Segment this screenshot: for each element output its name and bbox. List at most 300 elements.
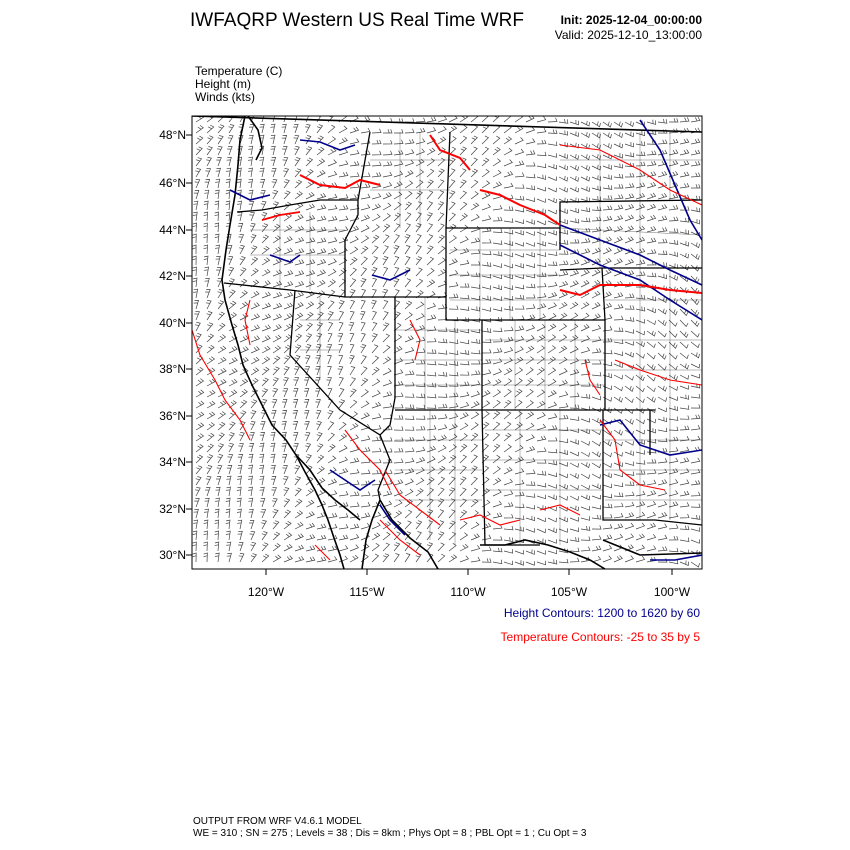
- wind-barb: [526, 264, 535, 268]
- wind-barb: [306, 260, 315, 266]
- wind-barb: [383, 554, 389, 562]
- wind-barb: [248, 476, 252, 485]
- wind-barb: [493, 307, 502, 311]
- wind-barb: [482, 558, 491, 562]
- wind-barb: [203, 542, 207, 551]
- wind-barb: [228, 454, 233, 463]
- wind-barb: [570, 208, 579, 213]
- wind-barb: [537, 273, 546, 277]
- wind-barb: [603, 504, 612, 508]
- wind-barb: [218, 323, 225, 331]
- wind-barb: [328, 456, 336, 463]
- wind-barb: [361, 447, 370, 452]
- wind-barb: [482, 328, 491, 332]
- wind-barb: [482, 262, 491, 266]
- wind-barb: [328, 227, 337, 232]
- wind-barb: [515, 336, 524, 342]
- wind-barb: [504, 160, 512, 167]
- wind-barb: [316, 355, 321, 364]
- wind-barb: [237, 509, 241, 518]
- wind-barb: [306, 192, 314, 199]
- wind-barb: [251, 314, 259, 320]
- wind-barb: [614, 513, 623, 518]
- wind-barb: [658, 342, 666, 348]
- wind-barb: [328, 479, 337, 485]
- wind-barb: [460, 544, 468, 551]
- wind-barb: [614, 473, 623, 477]
- wind-barb: [262, 235, 268, 243]
- wind-barb: [416, 138, 425, 144]
- wind-barb: [504, 230, 513, 234]
- wind-barb: [284, 356, 290, 364]
- valid-time: Valid: 2025-12-10_13:00:00: [554, 28, 702, 42]
- wind-barb: [262, 325, 270, 331]
- wind-barb: [372, 345, 378, 353]
- wind-barb: [295, 214, 303, 221]
- wind-barb: [394, 437, 403, 441]
- wind-barb: [647, 397, 656, 402]
- wind-barb: [284, 510, 290, 518]
- wind-barb: [204, 267, 208, 276]
- wind-barb: [328, 171, 337, 177]
- wind-barb: [548, 473, 557, 477]
- wind-barb: [238, 543, 243, 552]
- wind-barb: [449, 126, 457, 133]
- wind-barb: [207, 433, 214, 441]
- wind-barb: [251, 235, 256, 244]
- wind-barb: [559, 439, 568, 443]
- wind-barb: [614, 304, 623, 309]
- wind-barb: [460, 272, 469, 276]
- wind-barb: [226, 201, 230, 210]
- wind-barb: [317, 466, 324, 474]
- wind-barb: [471, 136, 477, 144]
- wind-barb: [559, 450, 568, 455]
- wind-barb: [204, 212, 208, 221]
- wind-barb: [350, 139, 359, 145]
- wind-barb: [250, 531, 255, 540]
- wind-barb: [372, 402, 381, 408]
- wind-barb: [691, 374, 700, 378]
- wind-barb: [526, 274, 535, 278]
- wind-barb: [504, 467, 512, 474]
- wind-barb: [471, 477, 477, 485]
- wind-barb: [603, 452, 612, 457]
- wind-barb: [636, 295, 645, 299]
- wind-barb: [216, 477, 221, 486]
- wind-barb: [625, 502, 634, 507]
- wind-barb: [271, 411, 276, 420]
- wind-barb: [493, 328, 502, 332]
- wind-barb: [526, 493, 535, 497]
- wind-barb: [405, 246, 410, 255]
- wind-barb: [251, 554, 256, 562]
- wind-barb: [449, 247, 457, 254]
- wind-barb: [482, 500, 490, 507]
- wind-barb: [226, 190, 230, 199]
- wind-barb: [548, 198, 557, 203]
- wind-barb: [284, 367, 289, 376]
- wind-barb: [305, 124, 310, 133]
- wind-barb: [559, 403, 568, 408]
- wind-barb: [647, 534, 656, 540]
- wind-barb: [405, 235, 410, 244]
- wind-barb: [218, 125, 224, 133]
- wind-barb: [405, 510, 412, 518]
- wind-barb: [592, 325, 601, 331]
- wind-barb: [283, 157, 288, 166]
- wind-barb: [625, 142, 634, 147]
- wind-barb: [515, 457, 523, 463]
- wind-barb: [282, 113, 287, 122]
- wind-barb: [249, 212, 254, 221]
- wind-barb: [438, 269, 446, 276]
- wind-barb: [293, 125, 298, 134]
- wind-barb: [504, 137, 512, 144]
- wind-barb: [592, 474, 601, 478]
- wind-barb: [669, 513, 678, 518]
- wind-barb: [248, 168, 252, 177]
- wind-barb: [207, 412, 215, 419]
- wind-barb: [625, 226, 633, 232]
- wind-barb: [438, 425, 447, 431]
- wind-barb: [317, 455, 324, 463]
- wind-barb: [306, 249, 315, 254]
- wind-barb: [537, 199, 546, 203]
- wind-barb: [240, 389, 247, 397]
- wind-barb: [361, 183, 370, 188]
- height-contour-legend: Height Contours: 1200 to 1620 by 60: [503, 606, 700, 620]
- wind-barb: [592, 302, 600, 309]
- wind-barb: [493, 263, 502, 267]
- wind-barb: [394, 404, 403, 408]
- wind-barb: [350, 400, 357, 408]
- wind-barb: [471, 557, 480, 562]
- wind-barb: [438, 126, 446, 133]
- wind-barb: [218, 357, 226, 364]
- wind-barb: [260, 422, 265, 431]
- wind-barb: [592, 133, 601, 138]
- wind-barb: [282, 454, 287, 463]
- wind-barb: [603, 195, 612, 199]
- wind-barb: [680, 342, 688, 348]
- wind-barb: [482, 401, 490, 408]
- wind-barb: [449, 413, 458, 419]
- wind-barb: [196, 444, 203, 452]
- wind-barb: [427, 372, 436, 376]
- wind-barb: [537, 140, 546, 144]
- wind-barb: [438, 532, 444, 540]
- wind-barb: [548, 460, 557, 465]
- wind-barb: [293, 433, 298, 442]
- wind-barb: [636, 237, 645, 243]
- wind-barb: [339, 513, 348, 518]
- wind-barb: [592, 515, 601, 519]
- wind-barb: [680, 331, 688, 337]
- wind-barb: [614, 195, 623, 200]
- wind-barb: [636, 131, 645, 136]
- wind-barb: [339, 344, 343, 353]
- wind-barb: [625, 173, 634, 177]
- wind-barb: [372, 162, 381, 166]
- wind-barb: [339, 545, 348, 551]
- wind-barb: [537, 356, 544, 364]
- wind-barb: [218, 368, 226, 375]
- wind-barb: [295, 545, 304, 551]
- wind-barb: [471, 444, 478, 452]
- wind-barb: [350, 247, 358, 254]
- wind-barb: [548, 402, 557, 408]
- wind-barb: [262, 378, 268, 386]
- wind-barb: [238, 443, 243, 452]
- wind-barb: [416, 554, 421, 563]
- wind-barb: [691, 492, 700, 496]
- wind-barb: [614, 362, 623, 367]
- wind-barb: [273, 224, 280, 232]
- wind-barb: [328, 238, 337, 244]
- wind-barb: [647, 238, 656, 243]
- wind-barb: [592, 314, 600, 320]
- wind-barb: [548, 368, 556, 375]
- wind-barb: [504, 183, 513, 188]
- wind-barb: [416, 488, 423, 496]
- wind-barb: [438, 224, 444, 232]
- wind-barb: [328, 290, 335, 298]
- wind-barb: [260, 168, 265, 177]
- wind-barb: [328, 137, 336, 145]
- wind-barb: [647, 439, 656, 443]
- wind-barb: [215, 190, 219, 199]
- wind-barb: [460, 136, 467, 144]
- wind-barb: [328, 411, 333, 420]
- wind-barb: [504, 433, 511, 441]
- wind-barb: [239, 234, 244, 243]
- wind-barb: [493, 136, 500, 144]
- wind-barb: [237, 487, 241, 496]
- wind-barb: [284, 544, 292, 551]
- wind-barb: [271, 487, 276, 496]
- wind-barb: [405, 394, 414, 398]
- wind-barb: [306, 512, 314, 519]
- wind-barb: [405, 213, 411, 221]
- wind-barb: [691, 207, 700, 212]
- wind-barb: [361, 300, 365, 309]
- wind-barb: [361, 413, 369, 420]
- wind-barb: [647, 386, 655, 392]
- wind-barb: [647, 249, 656, 254]
- wind-barb: [449, 294, 458, 298]
- wind-barb: [295, 292, 303, 298]
- wind-barb: [471, 455, 477, 463]
- wind-barb: [383, 246, 388, 254]
- wind-barb: [262, 554, 269, 562]
- wind-barb: [482, 251, 491, 255]
- wind-barb: [537, 324, 545, 331]
- wind-barb: [328, 513, 337, 518]
- wind-barb: [394, 511, 402, 518]
- wind-barb: [680, 117, 689, 122]
- wind-barb: [570, 358, 578, 364]
- wind-barb: [680, 491, 689, 496]
- wind-barb: [248, 498, 253, 507]
- wind-barb: [647, 523, 656, 529]
- longitude-axis: [248, 585, 691, 599]
- wind-barb: [548, 528, 557, 533]
- wind-barb: [438, 191, 444, 199]
- wind-barb: [691, 394, 700, 398]
- wind-barb: [240, 347, 248, 354]
- wind-barb: [680, 364, 689, 369]
- wind-barb: [581, 485, 590, 489]
- wind-barb: [680, 538, 689, 542]
- wind-barb: [259, 157, 264, 166]
- wind-barb: [559, 154, 568, 159]
- wind-barb: [383, 459, 392, 463]
- wind-barb: [559, 271, 568, 276]
- wind-barb: [515, 468, 524, 474]
- wind-barb: [262, 269, 270, 276]
- wind-barb: [515, 445, 523, 452]
- wind-barb: [218, 290, 223, 299]
- wind-barb: [338, 333, 343, 342]
- wind-barb: [581, 418, 590, 422]
- wind-barb: [416, 437, 425, 442]
- wind-barb: [273, 303, 282, 309]
- wind-barb: [261, 201, 266, 210]
- wind-barb: [581, 336, 589, 342]
- wind-barb: [691, 562, 700, 567]
- wind-barb: [361, 257, 367, 265]
- wind-barb: [250, 223, 255, 232]
- wind-barb: [427, 425, 436, 430]
- wind-barb: [372, 172, 381, 177]
- wind-barb: [372, 129, 381, 133]
- wind-barb: [471, 381, 480, 386]
- wind-barb: [614, 493, 623, 497]
- wind-barb: [427, 246, 433, 254]
- wind-barb: [205, 168, 210, 177]
- wind-barb: [460, 329, 469, 333]
- wind-barb: [372, 448, 381, 452]
- wind-barb: [614, 316, 623, 320]
- wind-barb: [207, 345, 214, 353]
- wind-barb: [680, 353, 688, 359]
- wind-barb: [669, 150, 678, 155]
- wind-barb: [306, 546, 315, 551]
- wind-barb: [196, 334, 201, 343]
- wind-barb: [282, 147, 287, 156]
- wind-barb: [669, 309, 677, 315]
- wind-barb: [680, 514, 689, 518]
- wind-barb: [625, 204, 634, 210]
- wind-barb: [515, 389, 522, 397]
- wind-barb: [260, 432, 265, 441]
- wind-barb: [482, 169, 489, 177]
- wind-barb: [249, 201, 254, 210]
- wind-barb: [248, 487, 252, 496]
- wind-barb: [394, 448, 403, 452]
- wind-barb: [647, 459, 656, 463]
- wind-barb: [218, 335, 226, 343]
- wind-barb: [217, 146, 222, 155]
- wind-barb: [284, 313, 292, 320]
- wind-barb: [449, 488, 455, 496]
- wind-barb: [669, 228, 678, 232]
- wind-barb: [526, 185, 535, 190]
- wind-barb: [592, 269, 600, 276]
- wind-barb: [427, 180, 433, 188]
- wind-barb: [515, 480, 524, 485]
- wind-barb: [416, 149, 424, 155]
- wind-barb: [427, 405, 436, 409]
- wind-barb: [249, 521, 254, 530]
- wind-barb: [581, 462, 590, 467]
- wind-barb: [195, 168, 200, 177]
- wind-barb: [471, 329, 480, 333]
- wind-barb: [416, 202, 422, 210]
- wind-barb: [361, 268, 367, 276]
- wind-barb: [603, 326, 612, 331]
- wind-barb: [559, 474, 568, 478]
- wind-barb: [581, 280, 589, 287]
- field-height: Height (m): [195, 77, 252, 91]
- wind-barb: [603, 248, 611, 255]
- wind-barb: [306, 489, 313, 497]
- wind-barb: [537, 128, 546, 133]
- wind-barb: [570, 218, 579, 223]
- wind-barb: [614, 397, 623, 402]
- wind-barb: [581, 207, 590, 212]
- wind-barb: [317, 259, 326, 265]
- wind-barb: [669, 320, 677, 326]
- wind-barb: [658, 428, 667, 432]
- wind-barb: [226, 476, 231, 485]
- wind-barb: [471, 499, 478, 507]
- wind-barb: [438, 258, 446, 265]
- wind-barb: [294, 366, 299, 375]
- wind-barb: [493, 433, 500, 441]
- wind-barb: [691, 161, 700, 166]
- wind-barb: [204, 256, 208, 265]
- wind-barb: [658, 479, 667, 485]
- wind-barb: [228, 443, 233, 452]
- wind-barb: [603, 269, 611, 276]
- wind-barb: [559, 281, 568, 287]
- wind-barb: [592, 418, 601, 423]
- wind-barb: [294, 377, 299, 386]
- wind-barb: [471, 214, 479, 221]
- wind-barb: [284, 499, 290, 507]
- wind-barb: [658, 364, 666, 370]
- wind-barb: [504, 422, 511, 430]
- wind-barb: [548, 390, 556, 397]
- wind-barb: [383, 380, 392, 386]
- wind-barb: [416, 372, 425, 376]
- model-config: WE = 310 ; SN = 275 ; Levels = 38 ; Dis = 8km ; Phys Opt = 8 ; PBL Opt = 1 ; Cu Opt = 3: [193, 828, 587, 839]
- wind-barb: [537, 367, 544, 375]
- wind-barb: [581, 526, 590, 530]
- wind-barb: [372, 414, 381, 419]
- wind-barb: [504, 241, 513, 246]
- wind-barb: [515, 560, 524, 565]
- wind-barb: [625, 215, 634, 221]
- wind-barb: [405, 427, 414, 431]
- wind-barb: [339, 126, 347, 133]
- wind-barb: [405, 160, 414, 166]
- wind-barb: [328, 312, 333, 321]
- lat-label: 48°N: [159, 128, 186, 142]
- wind-barb: [227, 465, 232, 474]
